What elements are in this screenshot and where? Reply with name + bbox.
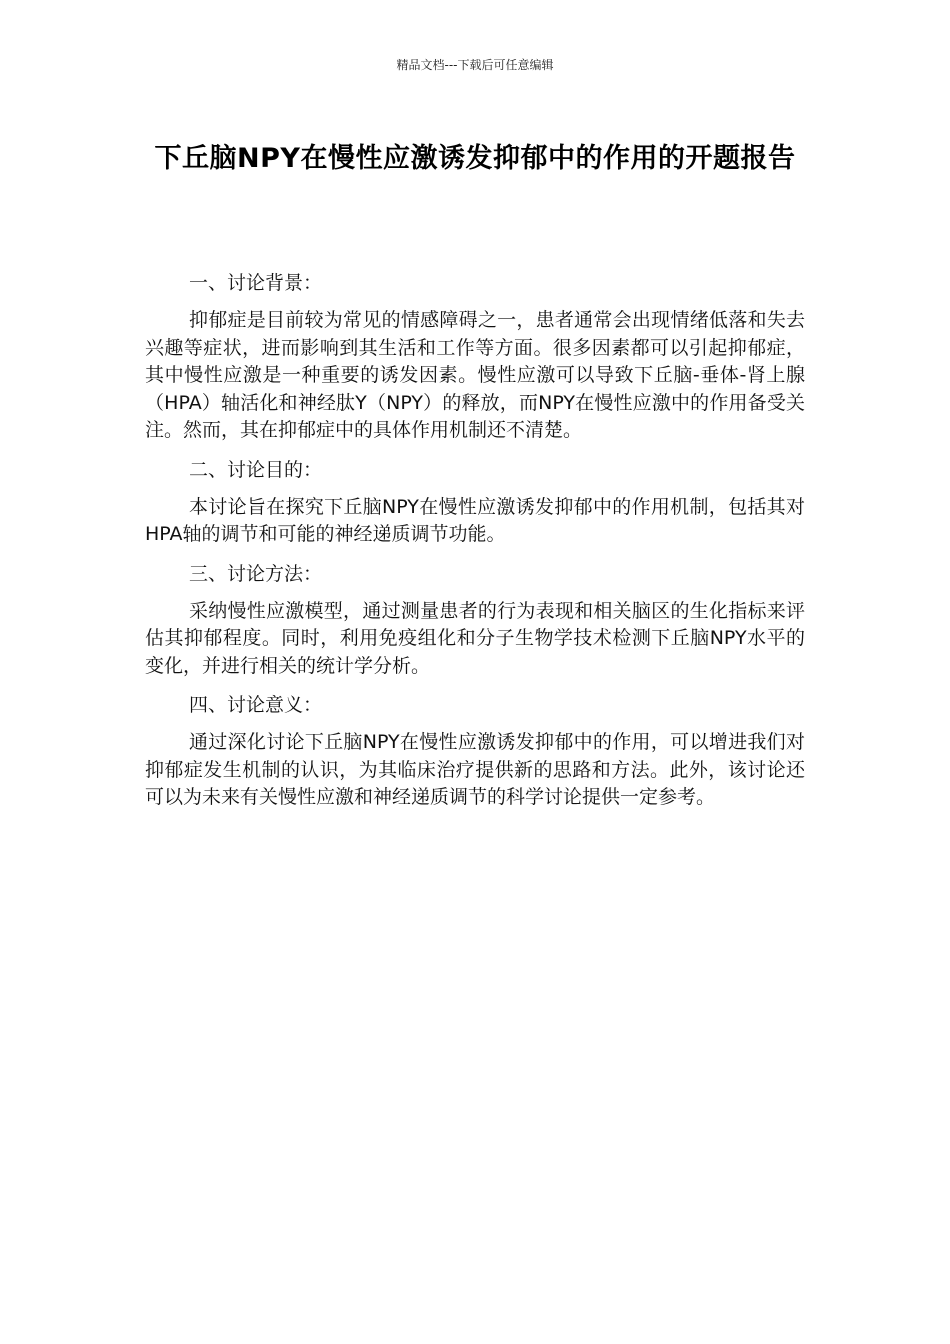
section-paragraph: 通过深化讨论下丘脑NPY在慢性应激诱发抑郁中的作用，可以增进我们对抑郁症发生机制的认识，为其临床治疗提供新的思路和方法。此外，该讨论还可以为未来有关慢性应激和神经递质调节的科学讨论提供一定参考。 xyxy=(145,731,805,808)
section-paragraph: 抑郁症是目前较为常见的情感障碍之一，患者通常会出现情绪低落和失去兴趣等症状，进而影响到其生活和工作等方面。很多因素都可以引起抑郁症，其中慢性应激是一种重要的诱发因素。慢性应激可以导致下丘脑-垂体-肾上腺（HPA）轴活化和神经肽Y（NPY）的释放，而NPY在慢性应激中的作用备受关注。然而，其在抑郁症中的具体作用机制还不清楚。 xyxy=(145,309,805,441)
section-heading: 三、讨论方法： xyxy=(189,562,323,585)
section-background xyxy=(145,270,805,445)
document-body xyxy=(145,270,805,824)
section-method xyxy=(145,561,805,681)
section-purpose xyxy=(145,457,805,549)
page-header-note: 精品文档---下载后可任意编辑 xyxy=(396,58,554,72)
section-heading: 四、讨论意义： xyxy=(189,694,323,716)
section-heading: 二、讨论目的： xyxy=(189,458,323,481)
section-paragraph: 采纳慢性应激模型，通过测量患者的行为表现和相关脑区的生化指标来评估其抑郁程度。同时，利用免疫组化和分子生物学技术检测下丘脑NPY水平的变化，并进行相关的统计学分析。 xyxy=(145,599,805,677)
section-heading: 一、讨论背景： xyxy=(189,272,323,294)
document-title: 下丘脑NPY在慢性应激诱发抑郁中的作用的开题报告 xyxy=(154,143,796,174)
section-paragraph: 本讨论旨在探究下丘脑NPY在慢性应激诱发抑郁中的作用机制，包括其对HPA轴的调节和可能的神经递质调节功能。 xyxy=(145,495,805,545)
section-significance xyxy=(145,692,805,812)
